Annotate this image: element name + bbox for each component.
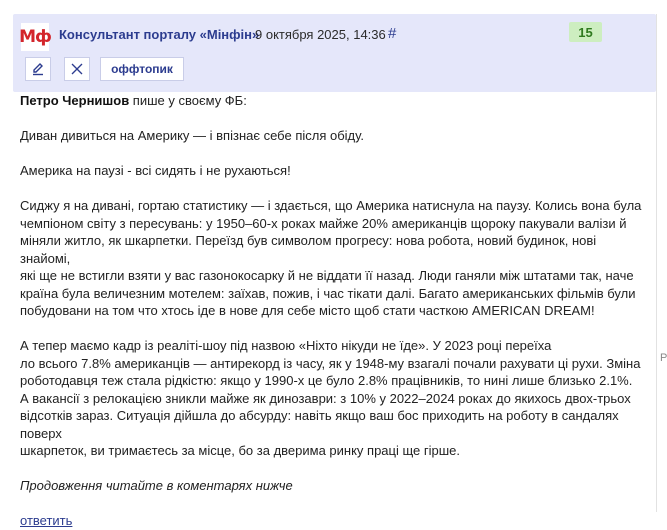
- column-divider: [656, 14, 657, 512]
- permalink-hash[interactable]: #: [388, 25, 397, 42]
- text-line: А тепер маємо кадр із реаліті-шоу під назвою «Ніхто нікуди не їде». У 2023 році переїха: [20, 338, 552, 353]
- text-line: Сиджу я на дивані, гортаю статистику — і здається, що Америка натиснула на паузу. Колись вона була: [20, 198, 642, 213]
- edit-button[interactable]: [25, 57, 51, 81]
- continue-note: Продовження читайте в коментарях нижче: [20, 478, 293, 493]
- minfin-logo: Мф: [21, 23, 49, 51]
- intro-text: пише у своєму ФБ:: [129, 93, 247, 108]
- post-header: [13, 14, 656, 92]
- offtopic-button[interactable]: оффтопик: [100, 57, 184, 81]
- text-line: побудовани на том что хтось іде в нове для себе місто щоб стати часткою AMERICAN DREAM!: [20, 303, 595, 318]
- close-button[interactable]: [64, 57, 90, 81]
- reply-link[interactable]: ответить: [20, 513, 73, 528]
- text-line: відсотків зараз. Ситуація дійшла до абсурду: навіть якщо ваш бос приходить на роботу в сандалях поверх: [20, 408, 619, 441]
- edit-icon: [31, 62, 45, 76]
- post-content: [20, 92, 650, 530]
- author-link[interactable]: Консультант порталу «Мінфін»: [59, 27, 260, 42]
- paragraph-2: Америка на паузі - всі сидять і не рухаються!: [20, 163, 291, 178]
- quoted-author: Петро Чернишов: [20, 93, 130, 108]
- text-line: країна була величезним мотелем: заїхав, пожив, і час тікати далі. Багато американських фільмів були: [20, 285, 636, 301]
- paragraph-1: Диван дивиться на Америку — і впізнає себе після обіду.: [20, 128, 364, 143]
- text-line: чемпіоном світу з пересувань: у 1950–60-х роках майже 20% американців щороку пакували валізи й: [20, 215, 627, 231]
- text-line: А вакансії з релокацією зникли майже як динозаври: з 10% у 2022–2024 роках до якихось двох-трьох: [20, 390, 631, 406]
- text-line: шкарпеток, ви тримаєтесь за місце, бо за дверима ринку праці ще гірше.: [20, 443, 461, 458]
- paragraph-4: [20, 337, 650, 460]
- text-line: ло всього 7.8% американців — антирекорд із часу, як у 1948-му взагалі почали рахувати ці рухи. Зміна: [20, 355, 641, 371]
- intro-line: [20, 92, 650, 110]
- post-count-badge: 15: [569, 22, 602, 42]
- forum-post: [13, 14, 656, 528]
- sidebar-letter: P: [660, 352, 667, 364]
- paragraph-3: [20, 197, 650, 320]
- text-line: які ще не встигли взяти у вас газонокосарку й не віддати її назад. Люди ганяли між штатами так, наче: [20, 268, 634, 283]
- text-line: роботодавця теж стала рідкістю: якщо у 1990-х це було 2.8% працівників, то нині лише близько 2.1%.: [20, 373, 633, 388]
- post-date: 9 октября 2025, 14:36: [255, 27, 386, 42]
- text-line: міняли житло, як шкарпетки. Переїзд був символом прогресу: нова робота, новий будинок, нові знайомі,: [20, 233, 597, 266]
- close-icon: [70, 62, 84, 76]
